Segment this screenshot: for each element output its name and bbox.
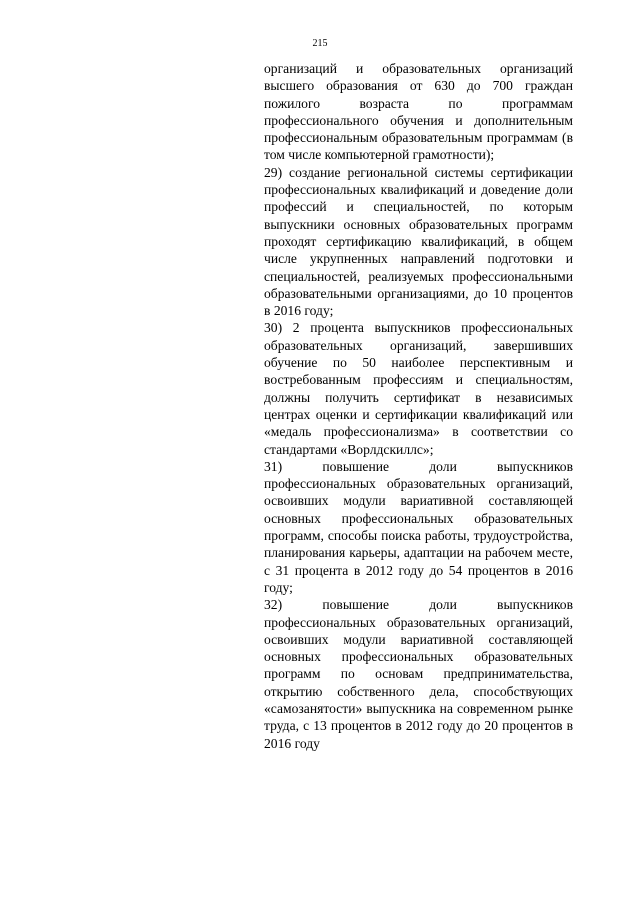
document-body (264, 60, 573, 752)
paragraph-item-31: 31) повышение доли выпускников профессиональных образовательных организаций, освоивших модули вариативной составляющей основных профессиональных образовательных программ, способы поиска работы, трудоустройства, планирования карьеры, адаптации на рабочем месте, с 31 процента в 2012 году до 54 процентов в 2016 году; (264, 458, 573, 595)
paragraph-continuation: организаций и образовательных организаций высшего образования от 630 до 700 граждан пожилого возраста по программам профессионального обучения и дополнительным профессиональным образовательным программам (в том числе компьютерной грамотности); (264, 61, 573, 163)
paragraph-item-29: 29) создание региональной системы сертификации профессиональных квалификаций и доведение доли профессий и специальностей, по которым выпускники основных образовательных программ проходят сертификацию квалификаций, в общем числе укрупненных направлений подготовки и специальностей, реализуемых профессиональными образовательными организациями, до 10 процентов в 2016 году; (264, 164, 573, 319)
paragraph-item-30: 30) 2 процента выпускников профессиональных образовательных организаций, завершивших обучение по 50 наиболее перспективным и востребованным профессиям и специальностям, должны получить сертификат в независимых центрах оценки и сертификации квалификаций или «медаль профессионализма» в соответствии со стандартами «Ворлдскиллс»; (264, 320, 573, 457)
page-number: 215 (312, 38, 328, 49)
paragraph-item-32: 32) повышение доли выпускников профессиональных образовательных организаций, освоивших модули вариативной составляющей основных профессиональных образовательных программ по основам предпринимательства, открытию собственного дела, способствующих «самозанятости» выпускника на современном рынке труда, с 13 процентов в 2012 году до 20 процентов в 2016 году (264, 597, 573, 751)
